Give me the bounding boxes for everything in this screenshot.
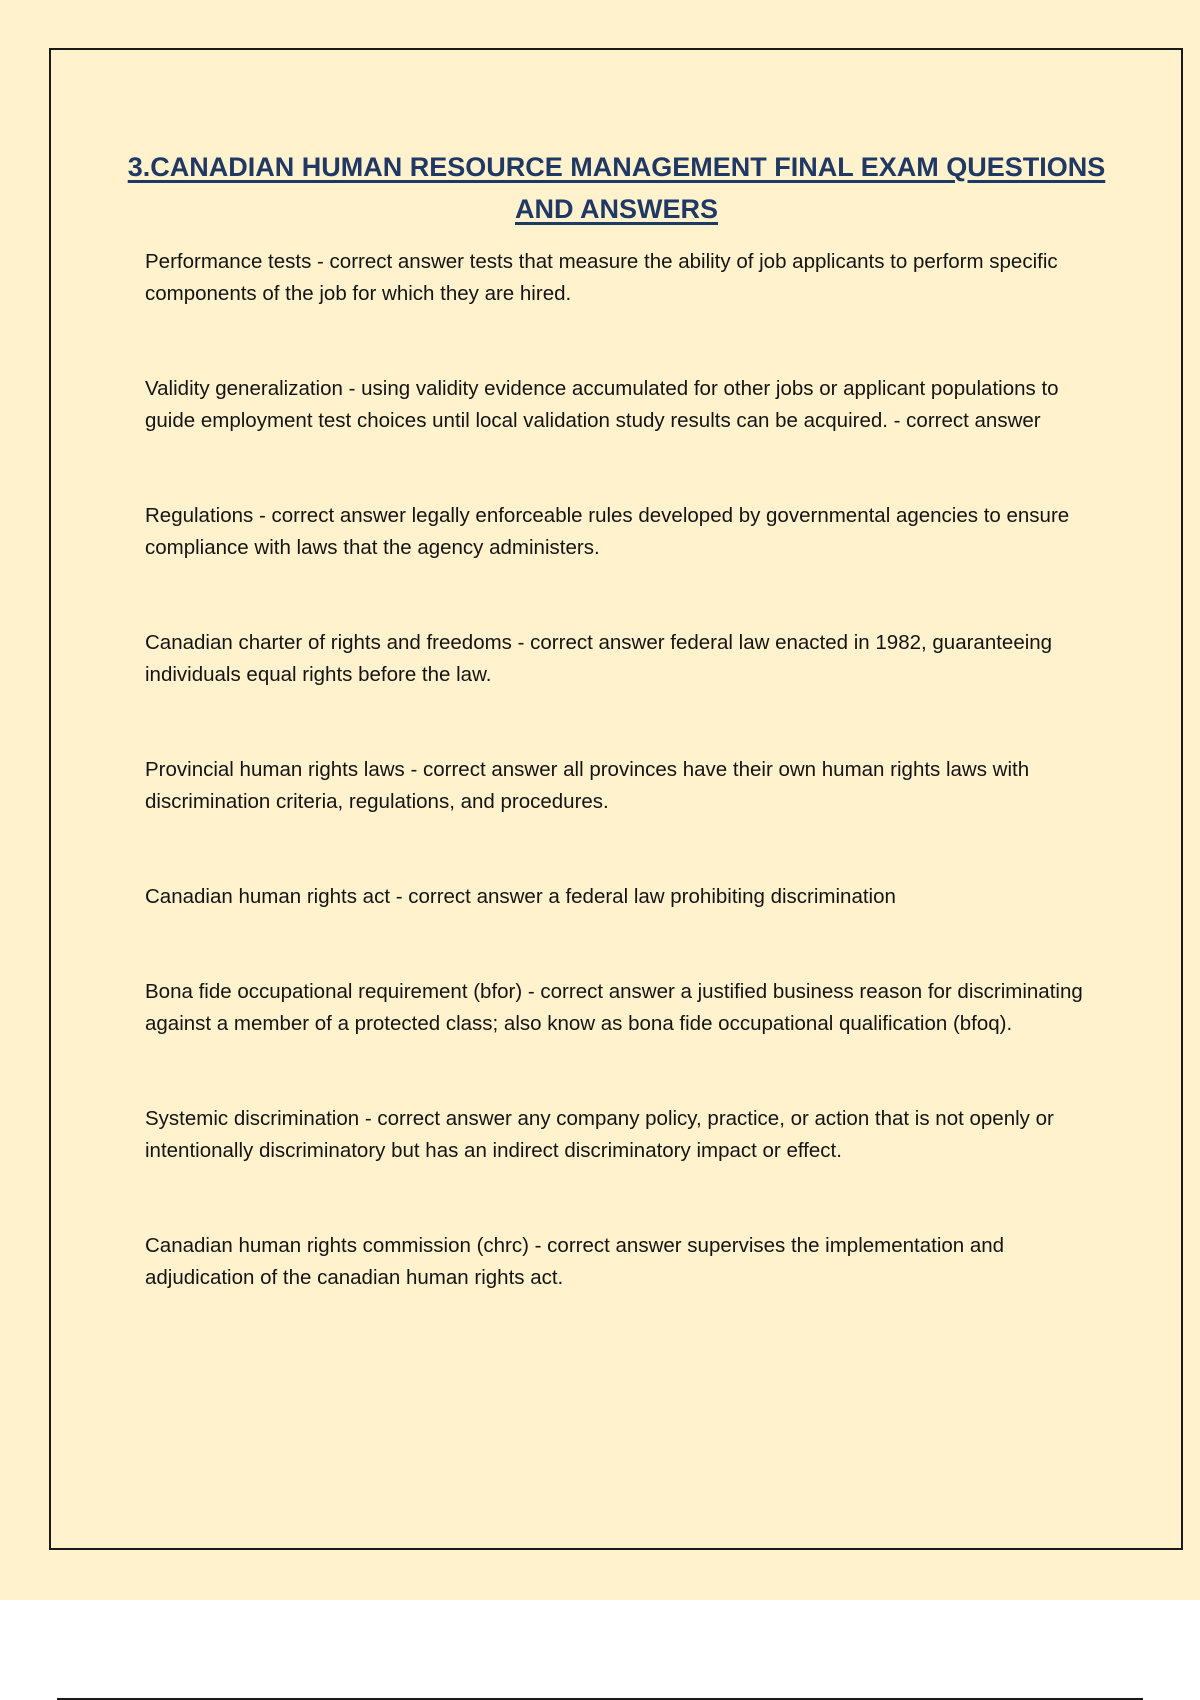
document-title: 3.CANADIAN HUMAN RESOURCE MANAGEMENT FINAL EXAM QUESTIONS AND ANSWERS	[127, 152, 1106, 224]
qa-entry: Canadian charter of rights and freedoms - correct answer federal law enacted in 1982, guaranteeing individuals equal rights before the law.	[145, 631, 1053, 686]
qa-entry-list	[145, 246, 1095, 1294]
qa-entry: Provincial human rights laws - correct answer all provinces have their own human rights laws with discrimination criteria, regulations, and procedures.	[145, 758, 1030, 813]
qa-entry: Systemic discrimination - correct answer any company policy, practice, or action that is not openly or intentionally discriminatory but has an indirect discriminatory impact or effect.	[145, 1107, 1054, 1162]
qa-entry: Validity generalization - using validity evidence accumulated for other jobs or applicant populations to guide employment test choices until local validation study results can be acquired. - correct answer	[145, 377, 1059, 432]
qa-entry: Performance tests - correct answer tests that measure the ability of job applicants to perform specific components of the job for which they are hired.	[145, 250, 1058, 305]
qa-entry: Bona fide occupational requirement (bfor) - correct answer a justified business reason for discriminating against a member of a protected class; also know as bona fide occupational qualification (bfoq).	[145, 980, 1083, 1035]
qa-entry: Regulations - correct answer legally enforceable rules developed by governmental agencies to ensure compliance with laws that the agency administers.	[145, 504, 1070, 559]
qa-entry: Canadian human rights act - correct answer a federal law prohibiting discrimination	[145, 885, 896, 908]
qa-entry: Canadian human rights commission (chrc) - correct answer supervises the implementation and adjudication of the canadian human rights act.	[145, 1234, 1005, 1289]
